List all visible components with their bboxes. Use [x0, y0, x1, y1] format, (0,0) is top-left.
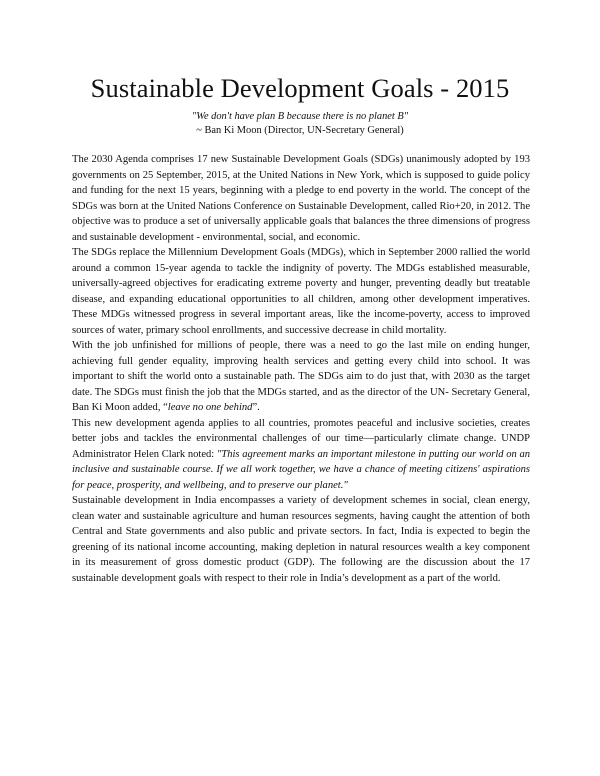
paragraph-text: This new development agenda applies to all countries, promotes peaceful and inclusive societies, creates better jobs and tackles the environmental challenges of our time—particularly climate change. UNDP Administrator Helen Clark noted: — [72, 417, 530, 460]
paragraph-agenda: The 2030 Agenda comprises 17 new Sustainable Development Goals (SDGs) unanimously adopted by 193 governments on 25 September, 2015, at the United Nations in New York, which is supposed to guide policy and funding for the next 15 years, beginning with a pledge to end poverty in the world. The concept of the SDGs was born at the United Nations Conference on Sustainable Development, called Rio+20, in 2012. The objective was to produce a set of universally applicable goals that balances the three dimensions of progress and sustainable development - environmental, social, and economic. — [72, 154, 530, 243]
paragraph-unfinished-job — [72, 338, 530, 416]
page-title: Sustainable Development Goals - 2015 — [90, 73, 510, 103]
epigraph-attribution: ~ Ban Ki Moon (Director, UN-Secretary General) — [196, 125, 404, 136]
paragraph-india: Sustainable development in India encompasses a variety of development schemes in social, clean energy, clean water and sustainable agriculture and human resources segments, having caught the attention of both Central and State governments and also public and private sectors. In fact, India is expected to begin the greening of its national income accounting, making depletion in natural resources wealth a key component in its measurement of gross domestic product (GDP). The following are the discussion about the 17 sustainable development goals with respect to their role in India’s development as a part of the world. — [72, 495, 530, 584]
paragraph-text-end: ”. — [252, 402, 260, 413]
epigraph-quote: "We don't have plan B because there is no planet B" — [191, 111, 409, 122]
body-text — [72, 152, 530, 586]
paragraph-mdgs: The SDGs replace the Millennium Development Goals (MDGs), which in September 2000 rallied the world around a common 15-year agenda to tackle the indignity of poverty. The MDGs established measurable, universally-agreed objectives for eradicating extreme poverty and hunger, preventing deadly but treatable disease, and expanding educational opportunities to all children, among other development imperatives. These MDGs witnessed progress in several important areas, like the income-poverty, access to improved sources of water, primary school enrollments, and successive decrease in child mortality. — [72, 247, 530, 336]
quote-leave-no-one-behind: leave no one behind — [167, 402, 253, 413]
paragraph-new-agenda — [72, 416, 530, 494]
quote-helen-clark: "This agreement marks an important milestone in putting our world on an inclusive and sustainable course. If we all work together, we have a chance of meeting citizens' aspirations for peace, prosperity, and wellbeing, and to preserve our planet." — [72, 448, 530, 491]
paragraph-text: With the job unfinished for millions of people, there was a need to go the last mile on ending hunger, achieving full gender equality, improving health services and getting every child into school. It was important to shift the world onto a sustainable path. The SDGs aim to do just that, with 2030 as the target date. The SDGs must finish the job that the MDGs started, and as the director of the UN- Secretary General, Ban Ki Moon added, “ — [72, 340, 530, 413]
